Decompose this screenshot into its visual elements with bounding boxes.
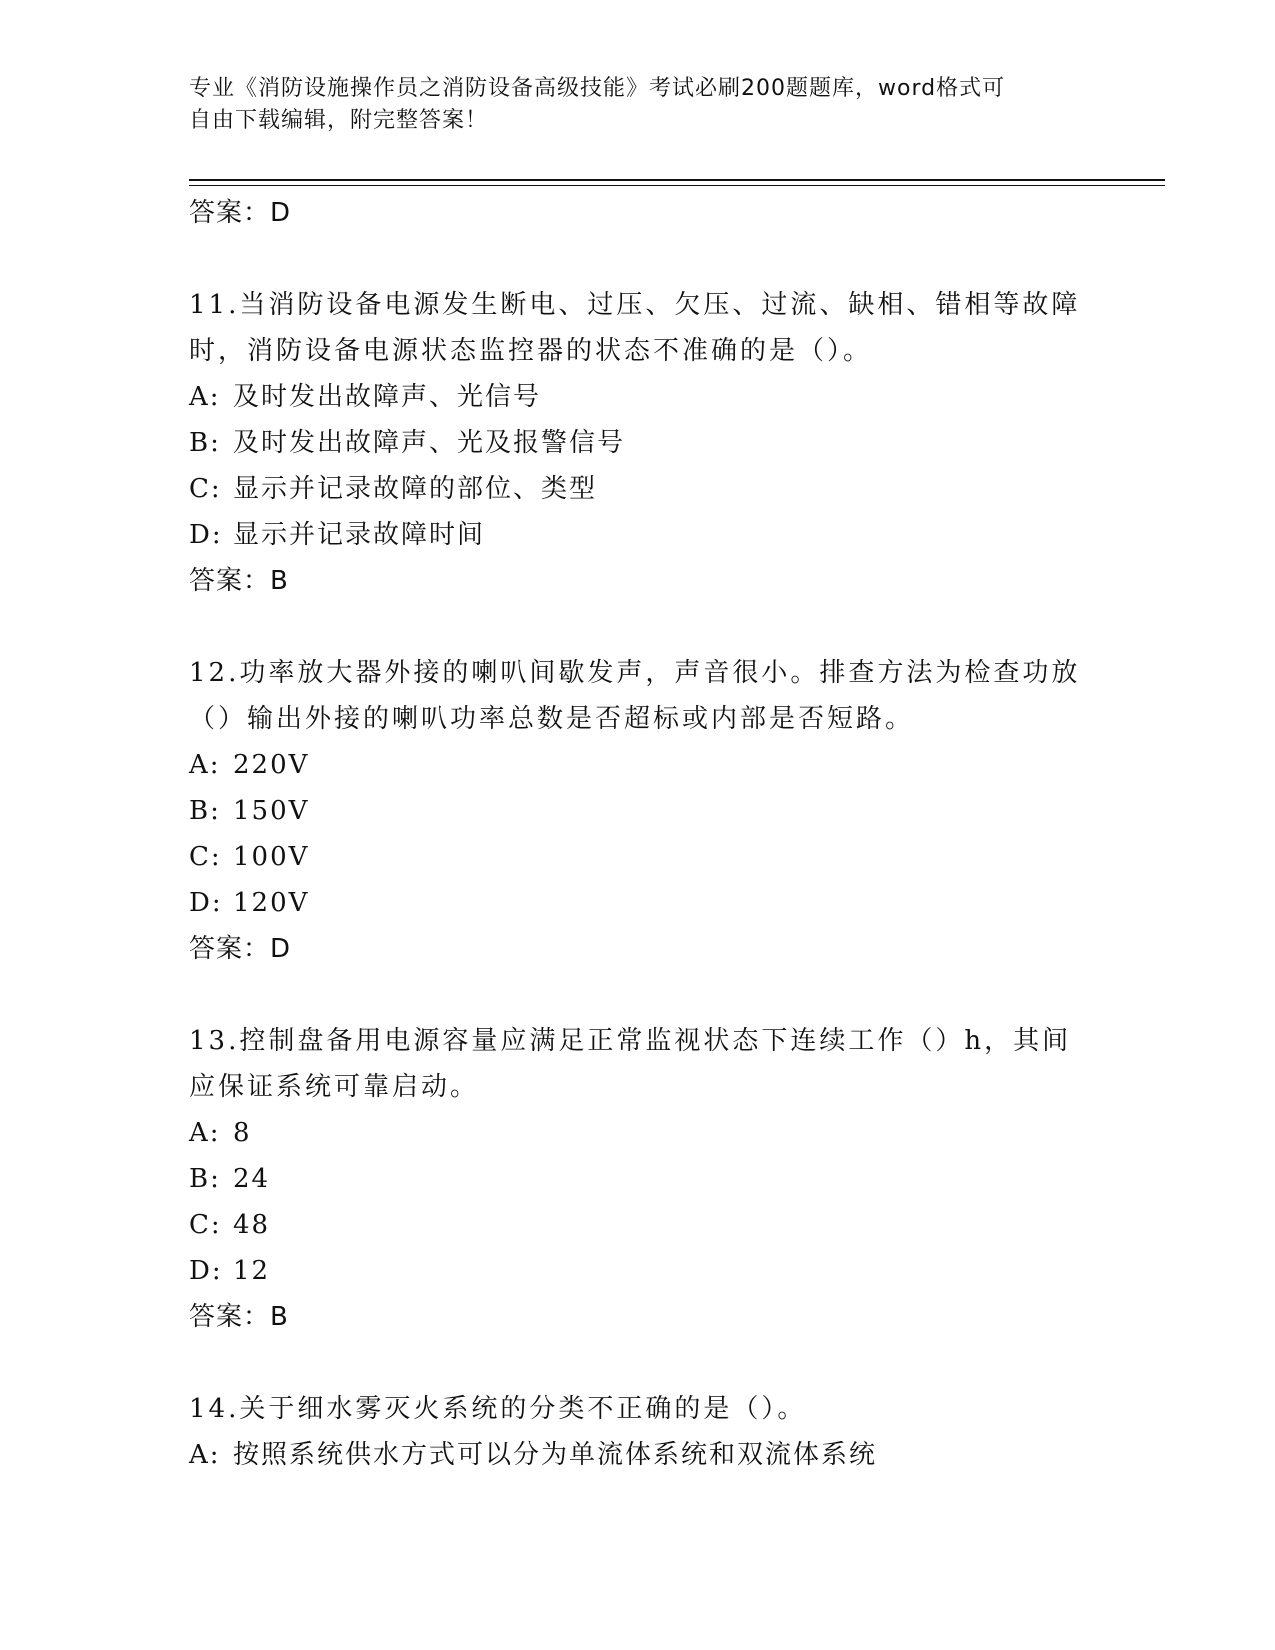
- option-text: 220V: [233, 750, 310, 780]
- question-stem: 12.功率放大器外接的喇叭间歇发声，声音很小。排查方法为检查功放: [189, 658, 1081, 688]
- option-c: [189, 834, 1089, 880]
- option-b: [189, 420, 1089, 466]
- option-text: 及时发出故障声、光信号: [233, 382, 542, 412]
- header-rule-thick: [189, 179, 1165, 181]
- answer-line: 答案：D: [189, 934, 292, 964]
- question-11: [189, 282, 1089, 604]
- question-stem: 11.当消防设备电源发生断电、过压、欠压、过流、缺相、错相等故障: [189, 290, 1081, 320]
- option-a: [189, 742, 1089, 788]
- option-text: 150V: [233, 796, 310, 826]
- option-text: 及时发出故障声、光及报警信号: [233, 428, 626, 458]
- option-text: 显示并记录故障时间: [233, 520, 486, 550]
- header-line-1: 专业《消防设施操作员之消防设备高级技能》考试必刷200题题库，word格式可: [189, 76, 1006, 101]
- option-text: 按照系统供水方式可以分为单流体系统和双流体系统: [233, 1440, 878, 1470]
- option-letter: A:: [189, 1118, 221, 1148]
- answer-line: 答案：B: [189, 566, 289, 596]
- option-letter: C:: [189, 474, 222, 504]
- question-14: [189, 1386, 1089, 1478]
- question-stem: 14.关于细水雾灭火系统的分类不正确的是（）。: [189, 1394, 807, 1424]
- option-letter: A:: [189, 750, 221, 780]
- option-text: 100V: [233, 842, 310, 872]
- header-rule-thin: [189, 185, 1165, 186]
- option-text: 24: [233, 1164, 271, 1194]
- option-d: [189, 512, 1089, 558]
- option-letter: B:: [189, 796, 221, 826]
- option-letter: B:: [189, 428, 221, 458]
- option-letter: C:: [189, 842, 222, 872]
- option-letter: D:: [189, 1256, 223, 1286]
- option-c: [189, 1202, 1089, 1248]
- option-letter: B:: [189, 1164, 221, 1194]
- option-letter: A:: [189, 1440, 221, 1470]
- page-header: [189, 73, 1089, 137]
- answer-line: 答案：D: [189, 198, 292, 228]
- answer-line: 答案：B: [189, 1302, 289, 1332]
- option-text: 8: [233, 1118, 252, 1148]
- option-c: [189, 466, 1089, 512]
- question-stem: 时，消防设备电源状态监控器的状态不准确的是（）。: [189, 336, 873, 366]
- option-letter: D:: [189, 888, 223, 918]
- header-line-2: 自由下载编辑，附完整答案！: [189, 108, 489, 133]
- question-stem: 13.控制盘备用电源容量应满足正常监视状态下连续工作（）h，其间: [189, 1026, 1072, 1056]
- question-12: [189, 650, 1089, 972]
- option-letter: C:: [189, 1210, 222, 1240]
- option-letter: D:: [189, 520, 223, 550]
- option-text: 显示并记录故障的部位、类型: [233, 474, 598, 504]
- option-b: [189, 788, 1089, 834]
- question-stem: 应保证系统可靠启动。: [189, 1072, 480, 1102]
- option-d: [189, 1248, 1089, 1294]
- question-13: [189, 1018, 1089, 1340]
- option-letter: A:: [189, 382, 221, 412]
- option-a: [189, 1432, 1089, 1478]
- document-body: [189, 190, 1089, 1478]
- option-text: 12: [233, 1256, 271, 1286]
- question-stem: （）输出外接的喇叭功率总数是否超标或内部是否短路。: [189, 704, 915, 734]
- option-a: [189, 1110, 1089, 1156]
- option-d: [189, 880, 1089, 926]
- option-text: 120V: [233, 888, 310, 918]
- option-a: [189, 374, 1089, 420]
- option-b: [189, 1156, 1089, 1202]
- option-text: 48: [233, 1210, 271, 1240]
